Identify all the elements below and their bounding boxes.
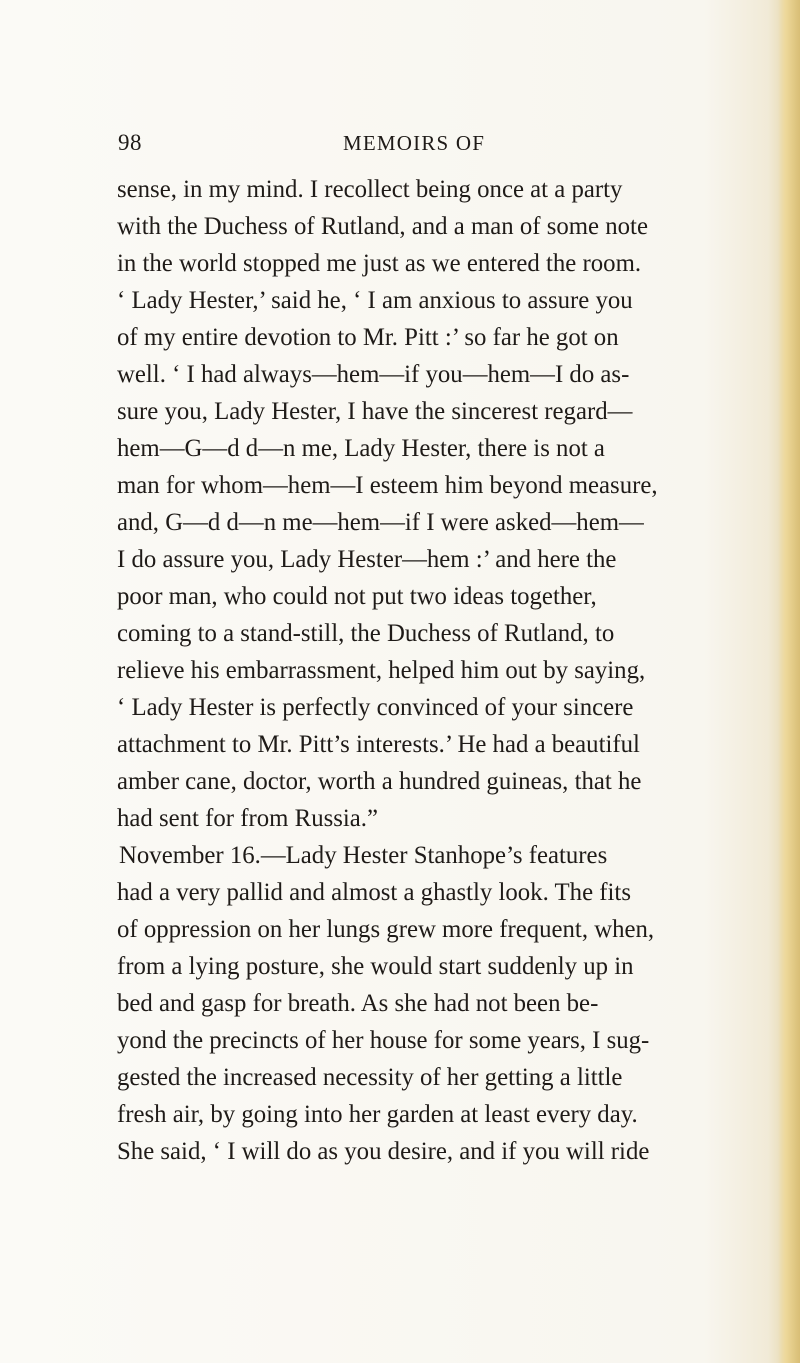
text-line-2: with the Duchess of Rutland, and a man of some note [117,213,648,240]
text-line-11: I do assure you, Lady Hester—hem :’ and here the [117,546,617,573]
text-line-10: and, G—d d—n me—hem—if I were asked—hem— [117,509,644,536]
text-line-14: relieve his embarrassment, helped him out by saying, [117,657,646,684]
text-line-22: from a lying posture, she would start suddenly up in [117,953,634,980]
text-line-12: poor man, who could not put two ideas together, [117,583,597,610]
text-line-20: had a very pallid and almost a ghastly look. The fits [117,879,631,906]
text-line-3: in the world stopped me just as we entered the room. [117,250,642,277]
text-line-19: November 16.—Lady Hester Stanhope’s features [119,842,608,869]
text-line-18: had sent for from Russia.” [117,805,378,832]
text-line-5: of my entire devotion to Mr. Pitt :’ so far he got on [117,324,619,351]
text-line-23: bed and gasp for breath. As she had not been be- [117,990,599,1017]
text-line-16: attachment to Mr. Pitt’s interests.’ He had a beautiful [117,731,640,758]
page-number: 98 [118,130,142,155]
text-line-27: She said, ‘ I will do as you desire, and if you will ride [117,1138,650,1165]
page-edge-shading [778,0,800,1363]
text-line-7: sure you, Lady Hester, I have the sincerest regard— [117,398,633,425]
text-line-13: coming to a stand-still, the Duchess of Rutland, to [117,620,615,647]
text-line-9: man for whom—hem—I esteem him beyond measure, [117,472,658,499]
text-line-6: well. ‘ I had always—hem—if you—hem—I do as- [117,361,630,388]
text-line-8: hem—G—d d—n me, Lady Hester, there is not a [117,435,605,462]
body-text [117,171,767,1170]
page-header [118,125,758,161]
text-line-4: ‘ Lady Hester,’ said he, ‘ I am anxious to assure you [117,287,633,314]
text-line-1: sense, in my mind. I recollect being once at a party [117,176,623,203]
running-head: MEMOIRS OF [343,131,486,155]
text-line-24: yond the precincts of her house for some years, I sug- [117,1027,650,1054]
text-line-26: fresh air, by going into her garden at least every day. [117,1101,638,1128]
text-line-17: amber cane, doctor, worth a hundred guineas, that he [117,768,642,795]
text-line-25: gested the increased necessity of her getting a little [117,1064,623,1091]
text-line-21: of oppression on her lungs grew more frequent, when, [117,916,655,943]
text-line-15: ‘ Lady Hester is perfectly convinced of your sincere [117,694,634,721]
